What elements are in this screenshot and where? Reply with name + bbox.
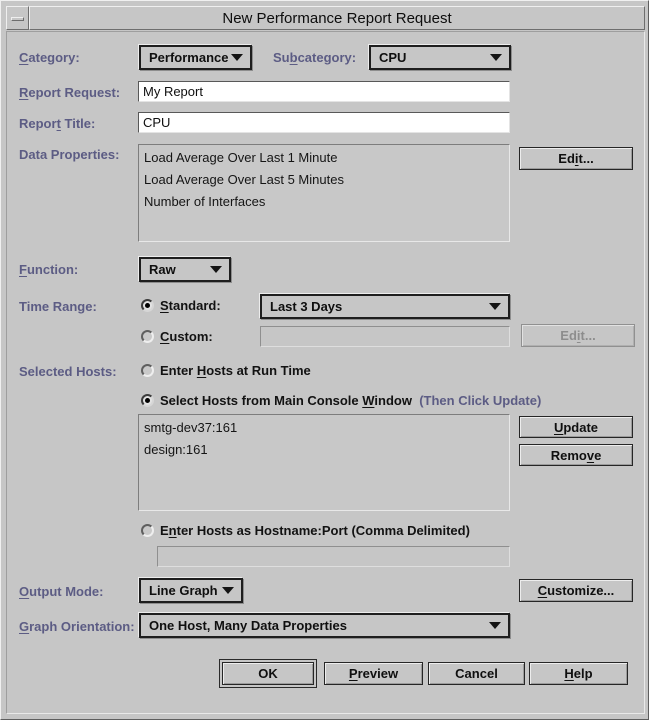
label-text: eport Request: [28,85,121,100]
label-text: Repor [19,116,57,131]
label-mnemonic: P [348,666,358,681]
time-range-label: Time Range: [19,299,97,314]
selected-hosts-label: Selected Hosts: [19,364,117,379]
label-text: ter Hosts as Hostname:Port (Comma Delimited) [176,523,470,538]
enter-hosts-run-time-label[interactable] [160,363,311,378]
standard-radio-label[interactable] [160,298,221,313]
label-text: tandard: [168,298,221,313]
then-click-update-hint: (Then Click Update) [419,393,542,408]
label-text: raph Orientation: [29,619,135,634]
label-mnemonic: C [160,329,170,344]
report-title-label [19,116,95,131]
select-hosts-main-console-label[interactable] [160,393,541,408]
label-text: Title: [60,116,96,131]
label-mnemonic: F [19,262,27,277]
label-text: Remo [550,447,587,463]
chevron-down-icon [489,303,501,310]
label-text: ustom: [169,329,213,344]
graph-orientation-label [19,619,135,634]
report-title-input[interactable] [138,112,510,133]
label-mnemonic: v [586,447,595,463]
selected-hosts-list[interactable] [138,414,510,511]
titlebar[interactable] [29,6,645,30]
label-mnemonic: b [289,50,298,65]
function-dropdown-value: Raw [149,262,176,277]
subcategory-dropdown-value: CPU [379,50,407,65]
label-text: utput Mode: [29,584,104,599]
report-request-value: My Report [143,84,203,99]
label-text: ustomize... [547,583,615,598]
enter-hosts-run-time-radio[interactable] [141,364,154,377]
label-mnemonic: W [362,393,375,408]
button-label [554,420,598,435]
label-mnemonic: R [19,85,29,100]
label-mnemonic: n [168,523,177,538]
preview-button[interactable] [324,662,423,685]
custom-radio[interactable] [141,330,154,343]
enter-hosts-hostname-port-label[interactable] [160,523,470,538]
label-text: t... [578,151,594,166]
label-text: Enter [160,363,197,378]
button-label [349,666,398,681]
subcategory-label [273,50,356,65]
graph-orientation-dropdown[interactable] [139,613,510,638]
chevron-down-icon [222,587,234,594]
label-mnemonic: i [574,151,579,166]
standard-radio[interactable] [141,299,154,312]
edit-custom-range-button [521,324,635,347]
chevron-down-icon [490,54,502,61]
label-text: pdate [563,419,599,435]
button-label [558,151,593,166]
label-text: osts at Run Time [206,363,311,378]
data-properties-list[interactable] [138,144,510,242]
standard-range-dropdown[interactable] [260,294,510,319]
remove-button[interactable] [519,444,633,466]
button-label [538,583,615,598]
window-menu-dash-icon [11,17,24,21]
label-mnemonic: H [196,363,207,378]
subcategory-dropdown[interactable] [369,45,511,70]
label-text: review [357,666,399,681]
function-label [19,262,78,277]
custom-range-input [260,326,510,347]
button-label: Cancel [455,666,498,681]
label-text: E [160,523,169,538]
chevron-down-icon [231,54,243,61]
cancel-button[interactable] [428,662,525,685]
label-mnemonic: C [19,50,29,65]
label-text: Ed [560,328,577,343]
output-mode-label [19,584,104,599]
output-mode-value: Line Graph [149,583,218,598]
chevron-down-icon [489,622,501,629]
label-text: unction: [26,262,79,277]
list-item[interactable]: Load Average Over Last 1 Minute [144,150,338,165]
custom-radio-label[interactable] [160,329,213,344]
customize-button[interactable] [519,579,633,602]
category-dropdown-value: Performance [149,50,229,65]
button-label [551,448,602,463]
update-button[interactable] [519,416,633,438]
label-mnemonic: U [553,419,564,435]
report-request-input[interactable] [138,81,510,102]
label-text: ategory: [28,50,80,65]
hostname-port-input [157,546,510,567]
chevron-down-icon [210,266,222,273]
list-item[interactable]: Number of Interfaces [144,194,266,209]
button-label [560,328,595,343]
report-request-label [19,85,120,100]
edit-data-properties-button[interactable] [519,147,633,170]
standard-range-value: Last 3 Days [270,299,343,314]
label-mnemonic: H [564,666,574,681]
category-label [19,50,80,65]
label-mnemonic: i [576,328,581,343]
report-title-value: CPU [143,115,171,130]
list-item[interactable]: Load Average Over Last 5 Minutes [144,172,344,187]
help-button[interactable] [529,662,628,685]
label-text: category: [297,50,357,65]
label-text: e [594,447,602,463]
label-text: t... [580,328,596,343]
label-mnemonic: C [537,583,548,598]
label-mnemonic: O [19,584,30,599]
data-properties-label: Data Properties: [19,147,120,162]
list-item[interactable]: design:161 [144,442,208,457]
category-dropdown[interactable] [139,45,252,70]
label-text: Select Hosts from Main Console [160,393,363,408]
ok-default-ring [219,659,317,688]
graph-orientation-value: One Host, Many Data Properties [149,618,347,633]
window-title: New Performance Report Request [222,9,452,27]
label-text: Ed [558,151,575,166]
button-label: OK [258,666,278,681]
label-mnemonic: S [160,298,169,313]
output-mode-dropdown[interactable] [139,578,243,603]
enter-hosts-hostname-port-radio[interactable] [141,524,154,537]
ok-button[interactable] [222,662,314,685]
label-mnemonic: G [19,619,30,634]
label-text: indow [374,393,412,408]
label-mnemonic: t [56,116,61,131]
select-hosts-main-console-radio[interactable] [141,394,154,407]
label-text: Su [273,50,290,65]
label-text: elp [573,666,593,681]
window-menu-button[interactable] [6,6,29,30]
button-label [564,666,592,681]
function-dropdown[interactable] [139,257,231,282]
list-item[interactable]: smtg-dev37:161 [144,420,238,435]
